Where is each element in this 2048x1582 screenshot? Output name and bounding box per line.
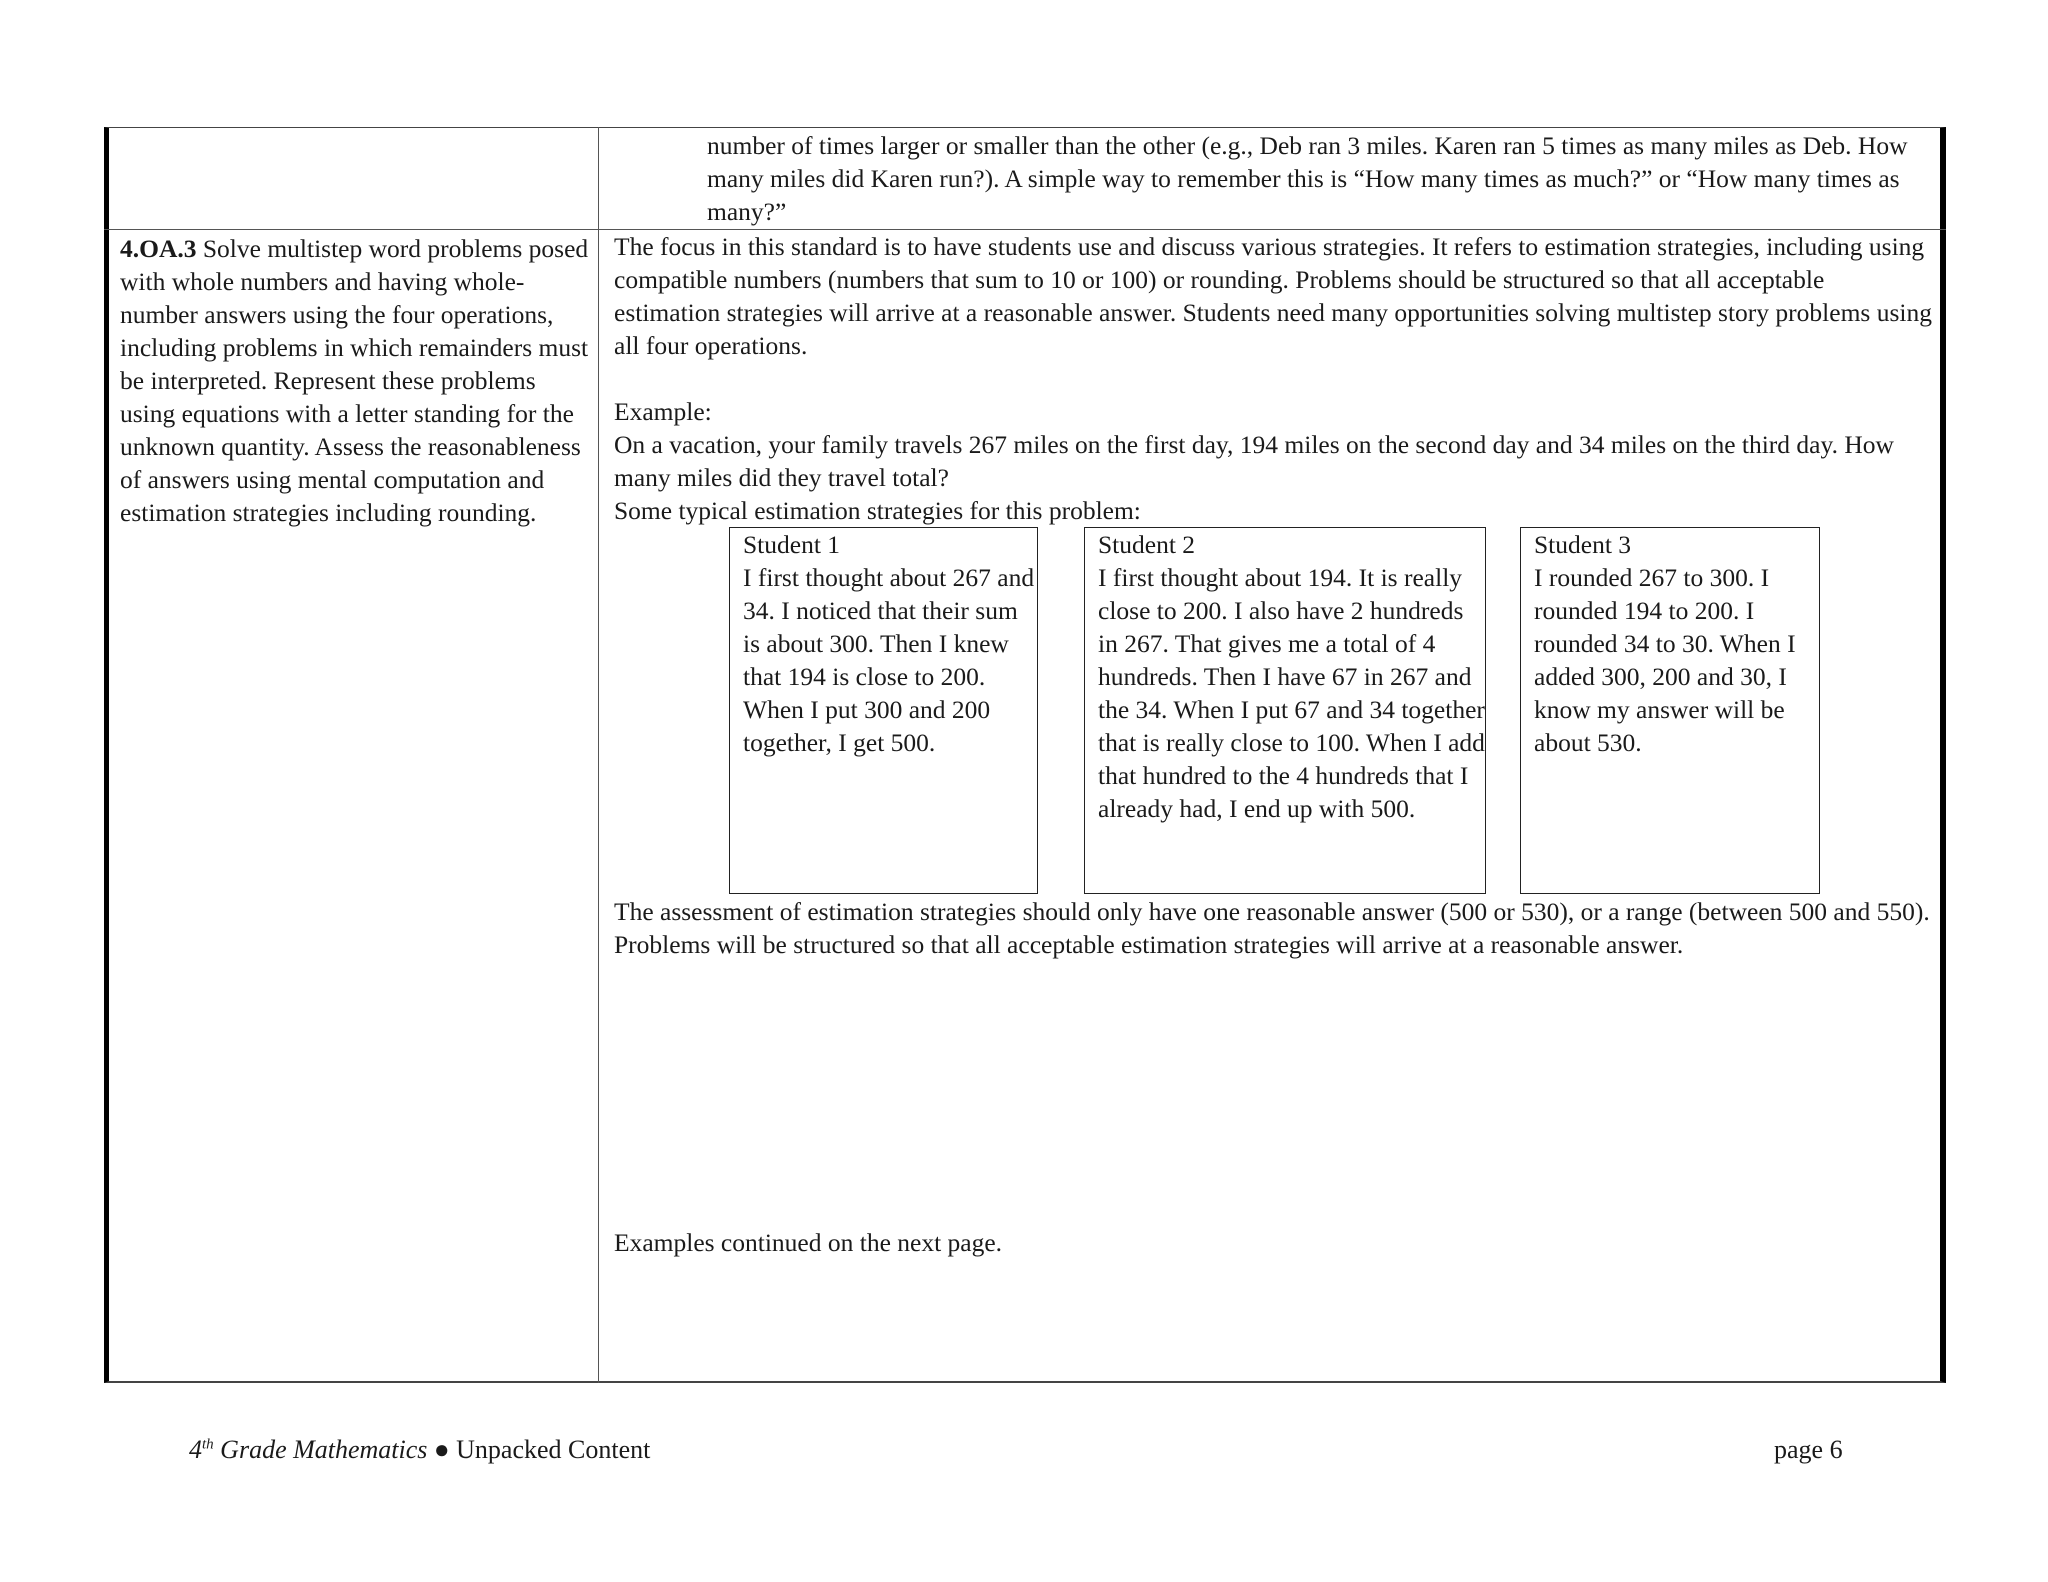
footer-grade-number: 4 xyxy=(189,1435,202,1464)
table-column-divider xyxy=(598,127,599,1383)
student-2-name: Student 2 xyxy=(1098,530,1196,559)
footer-grade-rest: Grade Mathematics xyxy=(213,1435,428,1464)
student-2-text: I first thought about 194. It is really close to 200. I also have 2 hundreds in 267. That gives me a total of 4 hundreds. Then I have 67 in 267 and the 34. When I put 67 and 34 together that is really close to 100. When I add that hundred to the 4 hundreds that I already had, I end up with 500. xyxy=(1098,563,1485,823)
standard-text: Solve multistep word problems posed with whole numbers and having whole-number answers using the four operations, including problems in which remainders must be interpreted. Represent these problems using equations with a letter standing for the unknown quantity. Assess the reasonableness of answers using mental computation and estimation strategies including rounding. xyxy=(120,234,589,527)
footer-title xyxy=(189,1433,650,1467)
strategies-intro: Some typical estimation strategies for this problem: xyxy=(614,496,1141,525)
assessment-text: The assessment of estimation strategies should only have one reasonable answer (500 or 530), or a range (between 500 and 550). Problems will be structured so that all acceptable estimation strategies will arrive at a reasonable answer. xyxy=(614,897,1930,959)
student-3-text: I rounded 267 to 300. I rounded 194 to 200. I rounded 34 to 30. When I added 300, 200 and 30, I know my answer will be about 530. xyxy=(1534,563,1796,757)
explanation-intro: The focus in this standard is to have students use and discuss various strategies. It refers to estimation strategies, including using compatible numbers (numbers that sum to 10 or 100) or rounding. Problems should be structured so that all acceptable estimation strategies will arrive at a reasonable answer. Students need many opportunities solving multistep story problems using all four operations. xyxy=(614,232,1932,360)
student-3-name: Student 3 xyxy=(1534,530,1632,559)
page-number: page 6 xyxy=(1774,1435,1843,1464)
footer-subtitle: Unpacked Content xyxy=(456,1435,651,1464)
example-problem: On a vacation, your family travels 267 miles on the first day, 194 miles on the second day and 34 miles on the third day. How many miles did they travel total? xyxy=(614,430,1894,492)
standard-code: 4.OA.3 xyxy=(120,234,197,263)
example-body xyxy=(614,428,1934,527)
student-3-box xyxy=(1520,527,1820,894)
student-1-text: I first thought about 267 and 34. I noticed that their sum is about 300. Then I knew that 194 is close to 200. When I put 300 and 200 together, I get 500. xyxy=(743,563,1035,757)
footer-bullet: ● xyxy=(427,1435,457,1464)
student-1-box xyxy=(729,527,1038,894)
standard-cell xyxy=(120,232,590,529)
continued-note: Examples continued on the next page. xyxy=(614,1228,1003,1257)
student-1-name: Student 1 xyxy=(743,530,841,559)
footer-grade xyxy=(189,1435,427,1464)
student-2-box xyxy=(1084,527,1486,894)
footer-grade-suffix: th xyxy=(202,1436,214,1453)
example-label: Example: xyxy=(614,397,712,426)
continuation-text: number of times larger or smaller than the other (e.g., Deb ran 3 miles. Karen ran 5 times as many miles as Deb. How many miles did Karen run?). A simple way to remember this is “How many times as much?” or “How many times as many?” xyxy=(707,131,1908,226)
